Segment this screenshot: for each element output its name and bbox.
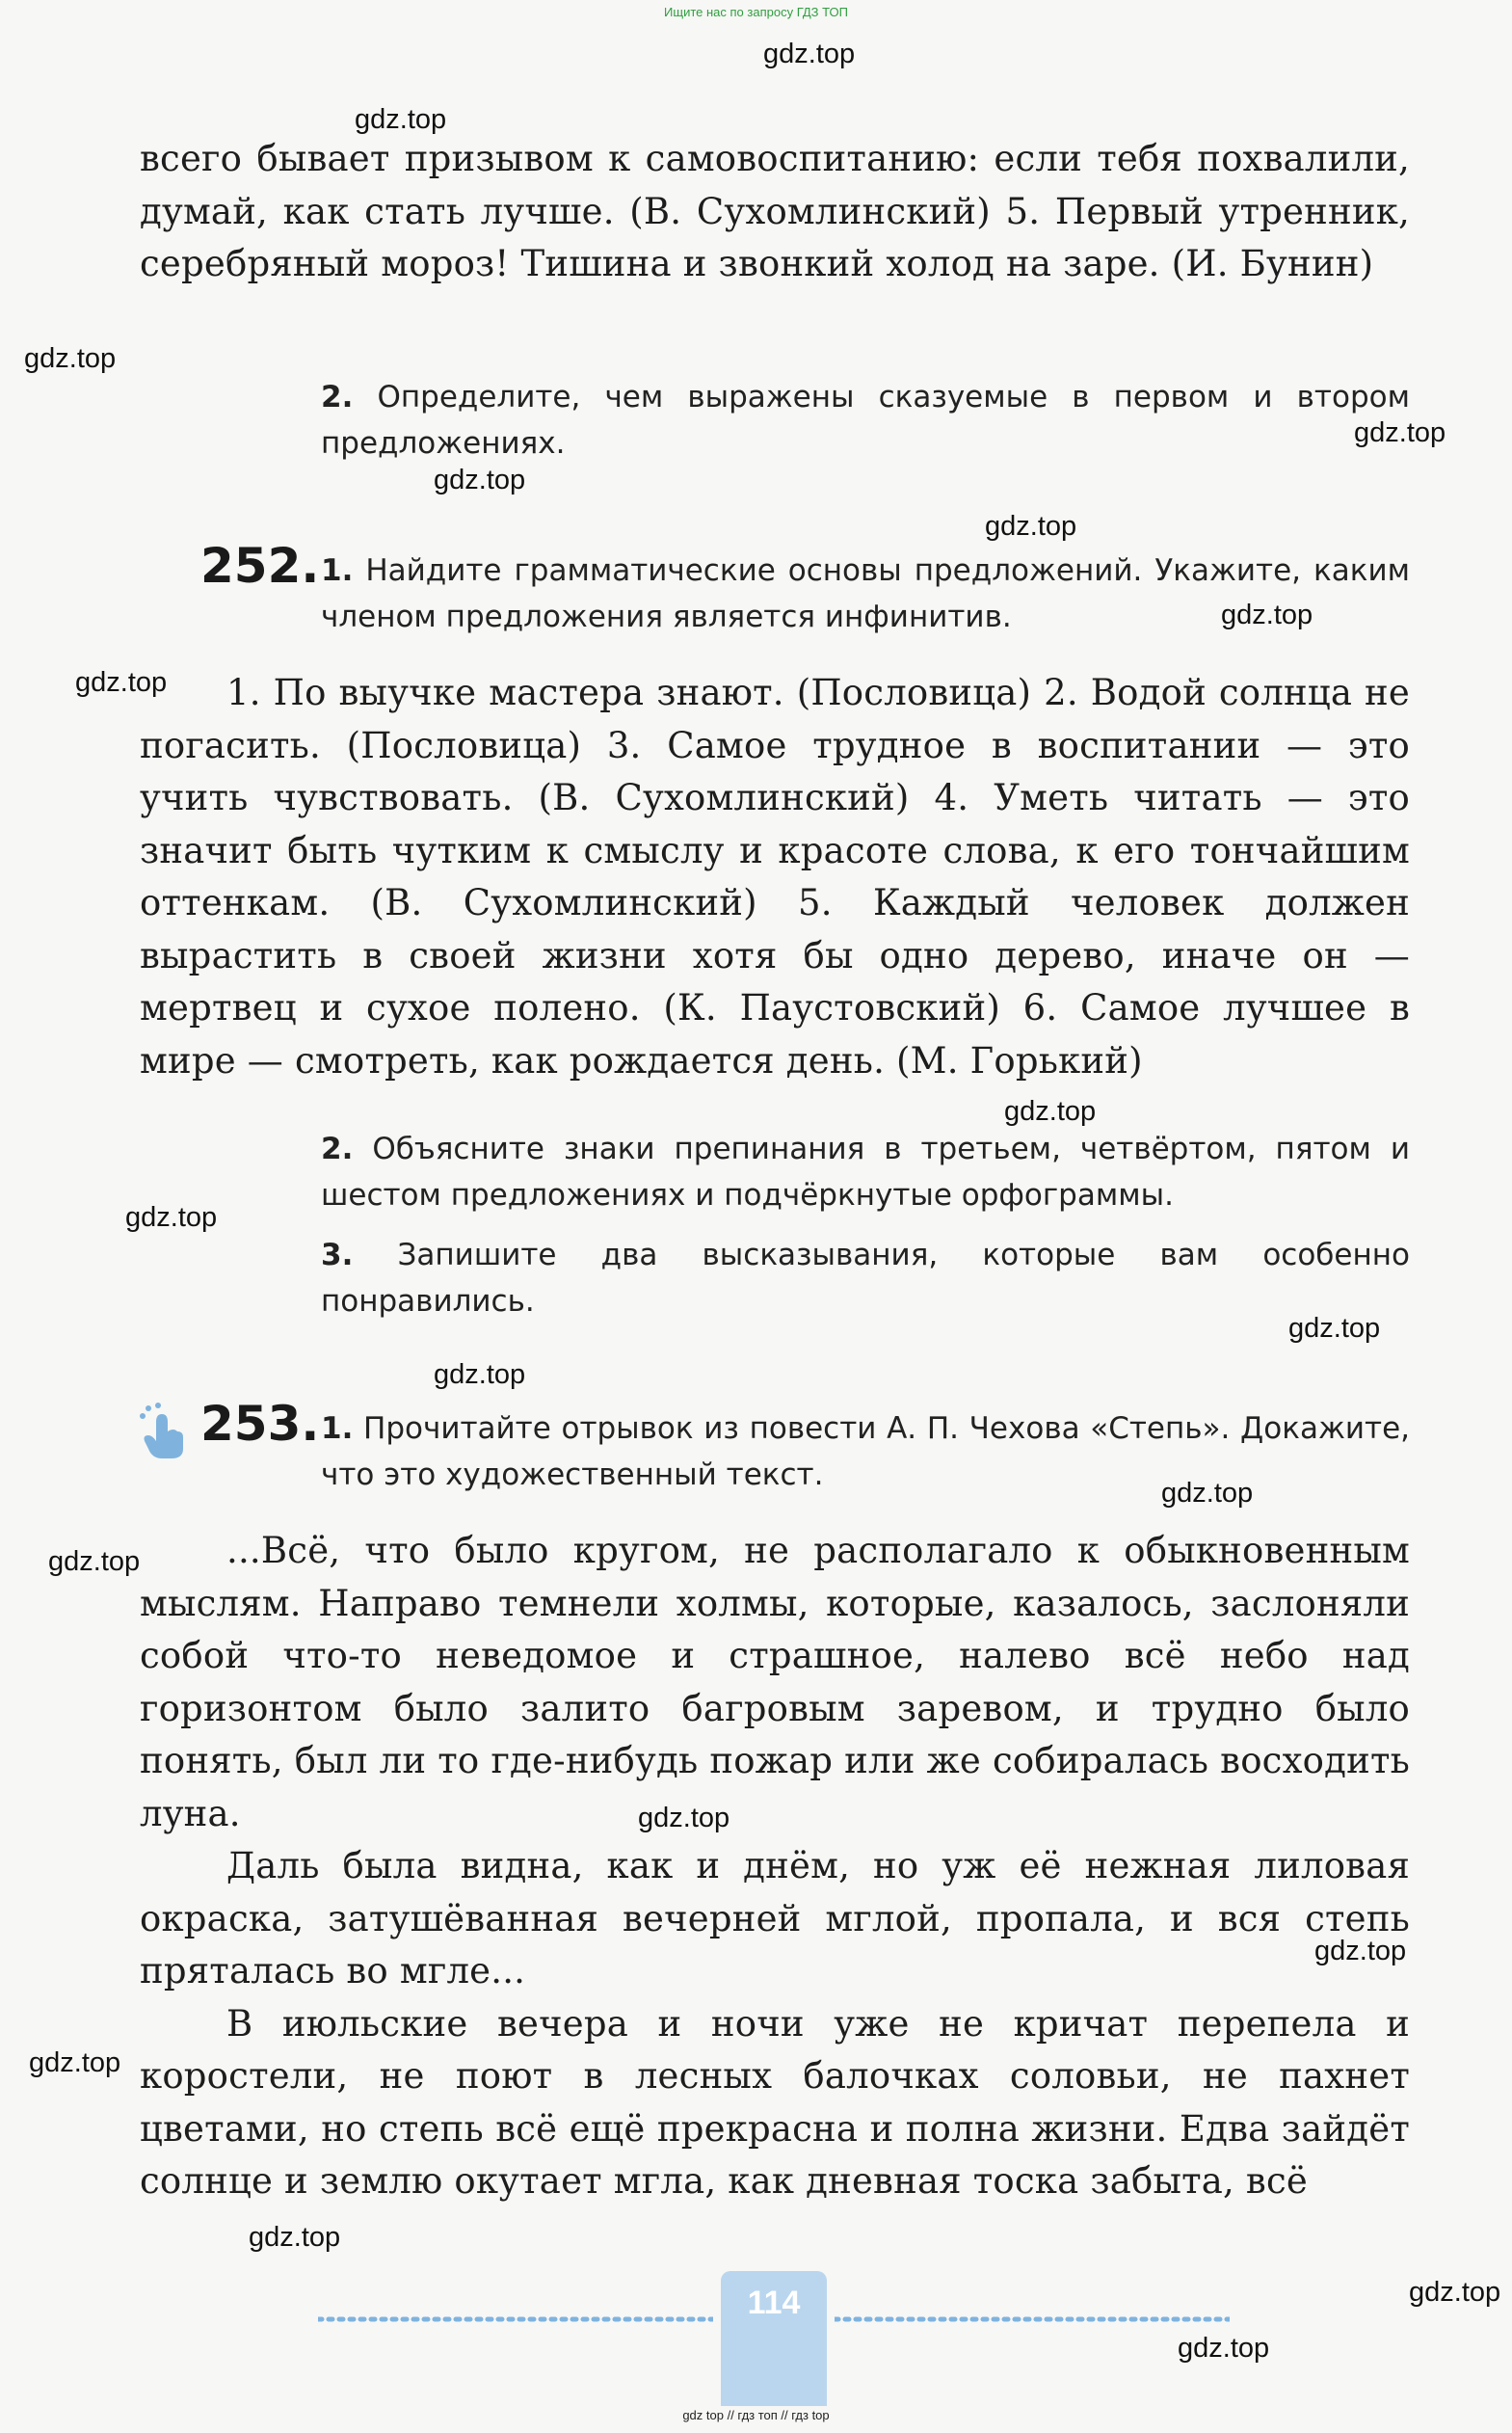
task-number: 2. <box>321 1132 354 1166</box>
task-text: Определите, чем выражены сказуемые в первом и втором предложениях. <box>321 380 1410 461</box>
exercise-252-body <box>140 667 1410 1087</box>
watermark: gdz.top <box>24 343 117 374</box>
hand-pointer-icon <box>135 1403 189 1460</box>
excerpt-paragraph: Даль была видна, как и днём, но уж её нежная лиловая окраска, затушёванная вечерней мглой, пропала, и вся степь пряталась во мгле... <box>140 1845 1410 1992</box>
watermark: gdz.top <box>48 1546 141 1577</box>
watermark: gdz.top <box>1004 1096 1097 1127</box>
watermark: gdz.top <box>75 667 168 698</box>
footer-dots-right <box>835 2316 1230 2322</box>
exercise-253-number: 253. <box>200 1396 320 1452</box>
task-number: 1. <box>321 1411 354 1446</box>
watermark: gdz.top <box>1178 2333 1270 2364</box>
exercise-252-number: 252. <box>200 538 320 594</box>
exercise-253-excerpt <box>140 1525 1410 2208</box>
watermark: gdz.top <box>1314 1936 1407 1966</box>
watermark: gdz.top <box>355 104 447 135</box>
watermark: gdz.top <box>1288 1313 1381 1344</box>
intro-text: всего бывает призывом к самовоспитанию: если тебя похвалили, думай, как стать лучше. (В. Сухомлинский) 5. Первый утренник, серебряный мороз! Тишина и звонкий холод на заре. (И. Бунин) <box>140 138 1410 284</box>
watermark: gdz.top <box>1161 1478 1254 1509</box>
task-text: Объясните знаки препинания в третьем, четвёртом, пятом и шестом предложениях и подчёркнутые орфограммы. <box>321 1132 1410 1213</box>
task-text: Запишите два высказывания, которые вам особенно понравились. <box>321 1238 1410 1319</box>
watermark: gdz.top <box>29 2047 121 2078</box>
watermark: gdz.top <box>985 511 1077 542</box>
watermark: gdz.top <box>434 1359 526 1390</box>
task-text: Найдите грамматические основы предложений. Укажите, каким членом предложения является инфинитив. <box>321 553 1410 634</box>
watermark: gdz.top <box>125 1202 218 1233</box>
watermark: gdz.top <box>763 39 856 69</box>
watermark: gdz.top <box>1221 600 1313 630</box>
top-banner: Ищите нас по запросу ГДЗ ТОП <box>664 5 848 19</box>
watermark: gdz.top <box>638 1803 730 1833</box>
exercise-252-task-2 <box>321 1126 1410 1218</box>
intro-paragraph <box>140 133 1410 291</box>
task-text: Прочитайте отрывок из повести А. П. Чехова «Степь». Докажите, что это художественный текст. <box>321 1411 1410 1492</box>
excerpt-paragraph: В июльские вечера и ночи уже не кричат перепела и коростели, не поют в лесных балочках соловьи, не пахнет цветами, но степь всё ещё прекрасна и полна жизни. Едва зайдёт солнце и землю окутает мгла, как дневная тоска забыта, всё <box>140 2002 1410 2202</box>
watermark: gdz.top <box>434 465 526 495</box>
bottom-banner: gdz top // гдз топ // гдз top <box>682 2408 830 2422</box>
task-number: 3. <box>321 1238 354 1272</box>
task-number: 1. <box>321 553 354 588</box>
exercise-252-text: 1. По выучке мастера знают. (Пословица) 2. Водой солнца не погасить. (Пословица) 3. Самое трудное в воспитании — это учить чувствовать. (В. Сухомлинский) 4. Уметь читать — это значит быть чутким к смыслу и красоте слова, к его тончайшим оттенкам. (В. Сухомлинский) 5. Каждый человек должен вырастить в своей жизни хотя бы одно дерево, иначе он — мертвец и сухое полено. (К. Паустовский) 6. Самое лучшее в мире — смотреть, как рождается день. (М. Горький) <box>140 672 1410 1082</box>
watermark: gdz.top <box>1354 417 1446 448</box>
exercise-252-task-3 <box>321 1232 1410 1324</box>
watermark: gdz.top <box>1409 2277 1501 2308</box>
page-number: 114 <box>747 2285 801 2321</box>
prev-task-2 <box>321 374 1410 467</box>
watermark: gdz.top <box>249 2222 341 2253</box>
task-number: 2. <box>321 380 354 414</box>
excerpt-paragraph: ...Всё, что было кругом, не располагало к обыкновенным мыслям. Направо темнели холмы, которые, казалось, заслоняли собой что-то неведомое и страшное, налево всё небо над горизонтом было залито багровым заревом, и трудно было понять, был ли то где-нибудь пожар или же собиралась восходить луна. <box>140 1530 1410 1834</box>
footer-dots-left <box>318 2316 713 2322</box>
